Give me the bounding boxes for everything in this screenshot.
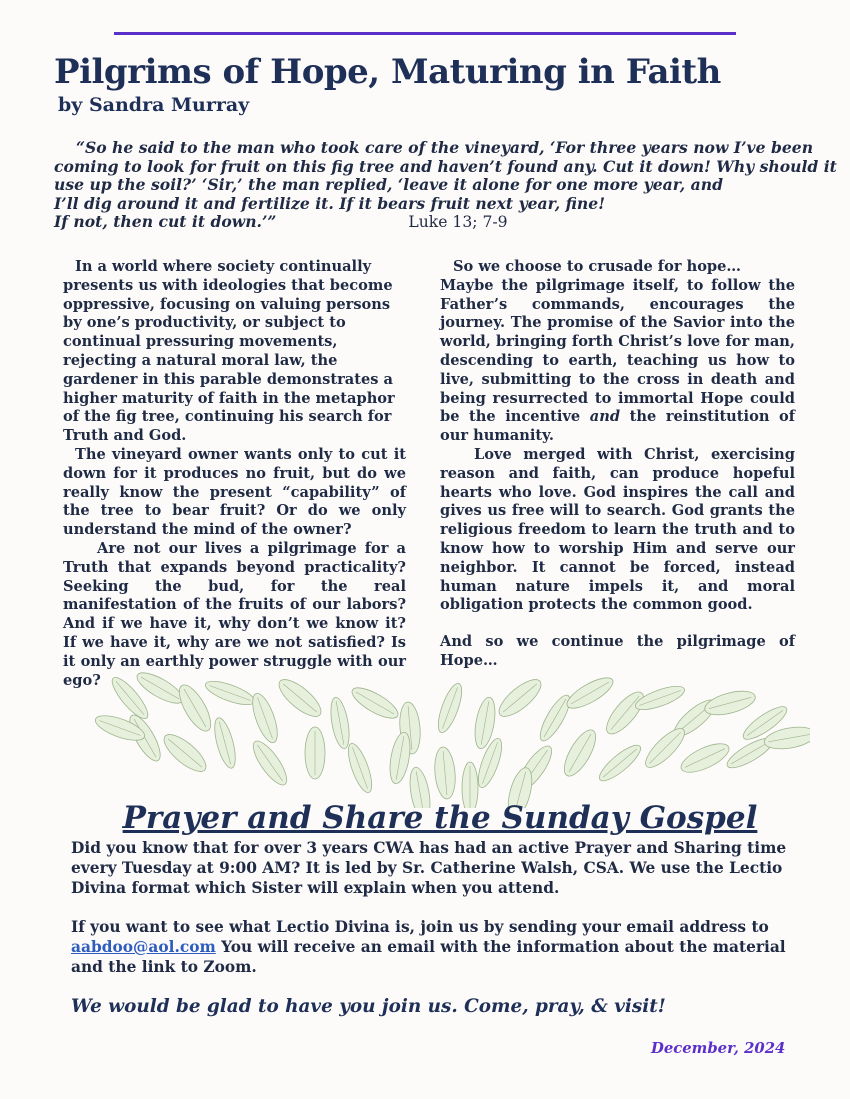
right-p1-text-end: the reinstitution of our humanity.: [440, 408, 795, 445]
left-p1-line: of the fig tree, continuing his search for: [63, 408, 392, 426]
article-title: Pilgrims of Hope, Maturing in Faith: [54, 52, 721, 92]
left-paragraph-3: Are not our lives a pilgrimage for a Truth that expands beyond practicality? Seeking the bud, for the real manifestation of the fruits of our labors? And if we have it, why don’t we know it? If we have it, why are we not satisfied? Is it only an earthly power struggle with our ego?: [63, 539, 406, 689]
right-paragraph-2: Love merged with Christ, exercising reason and faith, can produce hopeful hearts who love. God inspires the call and gives us free will to search. God grants the religious freedom to learn the truth and to know how to worship Him and serve our neighbor. It cannot be forced, instead human nature impels it, and moral obligation protects the common good.: [440, 445, 795, 614]
signup-text: If you want to see what Lectio Divina is, join us by sending your email address to: [71, 918, 769, 936]
left-p1-line: Truth and God.: [63, 427, 187, 445]
gospel-signup-paragraph: [71, 918, 811, 977]
gospel-section-title: Prayer and Share the Sunday Gospel: [122, 800, 758, 836]
right-paragraph-1-lead: So we choose to crusade for hope…: [453, 258, 742, 275]
left-p1-line: higher maturity of faith in the metaphor: [63, 389, 395, 407]
quote-line: I’ll dig around it and fertilize it. If it bears fruit next year, fine!: [54, 193, 606, 213]
left-p1-line: by one’s productivity, or subject to: [63, 314, 346, 332]
scripture-quote: [54, 138, 837, 232]
quote-line: coming to look for fruit on this fig tree and haven’t found any. Cut it down! Why should it: [54, 156, 837, 176]
email-link[interactable]: aabdoo@aol.com: [71, 937, 216, 956]
left-p1-line: gardener in this parable demonstrates a: [63, 370, 394, 388]
issue-date: December, 2024: [651, 1040, 786, 1057]
quote-line: use up the soil?’ ‘Sir,’ the man replied, ‘leave it alone for one more year, and: [54, 175, 723, 194]
scripture-reference: Luke 13; 7-9: [408, 213, 508, 231]
leaf-layer: [92, 668, 810, 808]
left-paragraph-1: [63, 258, 406, 277]
article-byline: by Sandra Murray: [58, 94, 250, 116]
quote-line: “So he said to the man who took care of the vineyard, ‘For three years now I’ve been: [76, 138, 814, 157]
left-p1-line: continual pressuring movements,: [63, 333, 338, 351]
left-column: [63, 258, 406, 690]
quote-line: If not, then cut it down.’”: [54, 212, 277, 231]
signup-text-end: You will receive an email with the information about the material and the link to Zoom.: [71, 937, 786, 976]
left-p1-line: rejecting a natural moral law, the: [63, 351, 338, 369]
right-paragraph-1: [440, 277, 795, 446]
right-p1-text: Maybe the pilgrimage itself, to follow the Father’s commands, encourages the journey. The promise of the Savior into the world, bringing forth Christ’s love for man, descending to earth, teaching us how to live, submitting to the cross in death and being resurrected to immortal Hope could be the incentive: [440, 276, 795, 426]
closing-invitation: We would be glad to have you join us. Come, pray, & visit!: [71, 996, 666, 1017]
quote-last-line: [54, 213, 804, 232]
right-p1-emphasis: and: [589, 408, 621, 426]
right-column: [440, 258, 795, 671]
right-paragraph-3: And so we continue the pilgrimage of Hope…: [440, 633, 795, 669]
left-paragraph-1-cont: [63, 277, 406, 446]
gospel-info-paragraph: Did you know that for over 3 years CWA has had an active Prayer and Sharing time every Tuesday at 9:00 AM? It is led by Sr. Catherine Walsh, CSA. We use the Lectio Divina format which Sister will explain when you attend.: [71, 839, 787, 897]
olive-branch-illustration: [90, 668, 810, 808]
left-p1-line: oppressive, focusing on valuing persons: [63, 295, 391, 313]
left-p1-line: In a world where society continually: [75, 258, 372, 275]
left-paragraph-2: The vineyard owner wants only to cut it down for it produces no fruit, but do we really know the present “capability” of the tree to bear fruit? Or do we only understand the mind of the owner?: [63, 445, 406, 539]
top-rule: [114, 32, 736, 35]
left-p1-line: presents us with ideologies that become: [63, 276, 393, 294]
